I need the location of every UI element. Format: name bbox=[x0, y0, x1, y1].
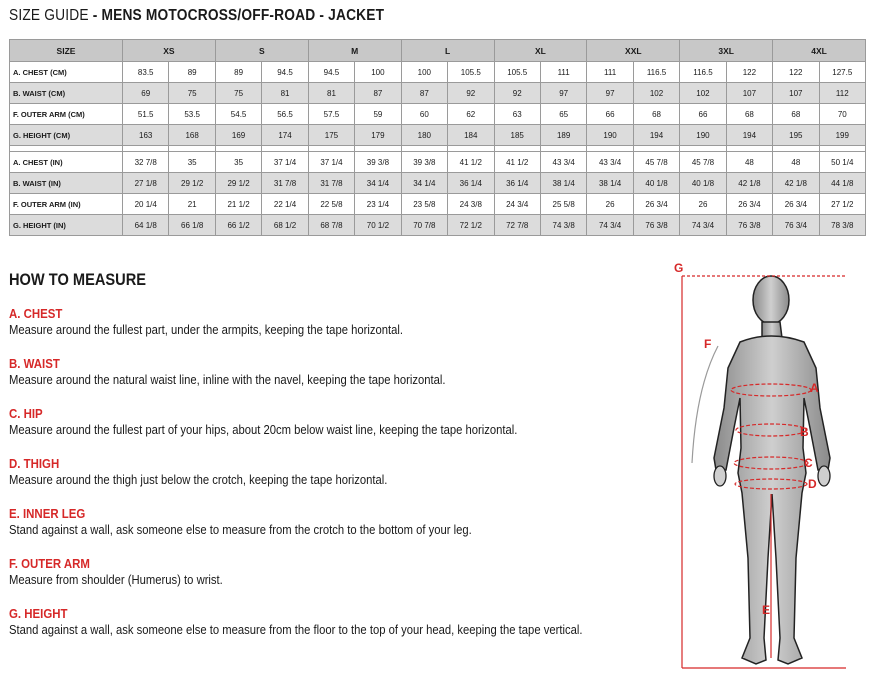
table-cell: 40 1/8 bbox=[680, 173, 726, 194]
table-cell: 43 3/4 bbox=[540, 152, 586, 173]
table-cell: 74 3/4 bbox=[680, 215, 726, 236]
table-cell: 100 bbox=[401, 62, 447, 83]
table-cell: 57.5 bbox=[308, 104, 354, 125]
title-bold: - MENS MOTOCROSS/OFF-ROAD - JACKET bbox=[92, 7, 385, 24]
table-row bbox=[10, 173, 866, 194]
body-measurement-figure bbox=[670, 258, 882, 688]
table-cell: 41 1/2 bbox=[494, 152, 540, 173]
table-cell: 43 3/4 bbox=[587, 152, 633, 173]
table-cell: 48 bbox=[773, 152, 819, 173]
table-cell: 54.5 bbox=[215, 104, 261, 125]
table-cell: 68 bbox=[633, 104, 679, 125]
measure-description: Stand against a wall, ask someone else to measure from the floor to the top of your head, keeping the tape vertical. bbox=[9, 623, 583, 637]
table-cell: 175 bbox=[308, 125, 354, 146]
table-cell: 116.5 bbox=[633, 62, 679, 83]
measure-description: Measure around the thigh just below the crotch, keeping the tape horizontal. bbox=[9, 473, 388, 487]
table-cell: 76 3/8 bbox=[726, 215, 772, 236]
table-cell: 105.5 bbox=[448, 62, 494, 83]
table-cell: 97 bbox=[540, 83, 586, 104]
table-cell: 56.5 bbox=[262, 104, 308, 125]
page-title bbox=[9, 7, 384, 25]
hand-right bbox=[818, 466, 830, 486]
table-cell: 68 1/2 bbox=[262, 215, 308, 236]
table-cell: 83.5 bbox=[123, 62, 169, 83]
row-label: B. WAIST (CM) bbox=[10, 83, 123, 104]
table-cell: 53.5 bbox=[169, 104, 215, 125]
measure-item bbox=[9, 606, 646, 638]
table-cell: 72 1/2 bbox=[448, 215, 494, 236]
table-cell: 75 bbox=[169, 83, 215, 104]
row-label: A. CHEST (CM) bbox=[10, 62, 123, 83]
table-cell: 66 bbox=[587, 104, 633, 125]
size-column-header: 4XL bbox=[773, 40, 866, 62]
table-cell: 190 bbox=[680, 125, 726, 146]
table-cell: 97 bbox=[587, 83, 633, 104]
table-cell: 36 1/4 bbox=[494, 173, 540, 194]
measure-title: A. CHEST bbox=[9, 306, 63, 321]
table-cell: 87 bbox=[401, 83, 447, 104]
table-cell: 92 bbox=[448, 83, 494, 104]
table-cell: 48 bbox=[726, 152, 772, 173]
table-cell: 74 3/4 bbox=[587, 215, 633, 236]
table-cell: 24 3/4 bbox=[494, 194, 540, 215]
table-cell: 65 bbox=[540, 104, 586, 125]
measure-item bbox=[9, 306, 447, 338]
size-column-header: XS bbox=[123, 40, 216, 62]
table-cell: 26 3/4 bbox=[773, 194, 819, 215]
table-cell: 39 3/8 bbox=[355, 152, 401, 173]
table-cell: 72 7/8 bbox=[494, 215, 540, 236]
measure-description: Measure around the fullest part, under the armpits, keeping the tape horizontal. bbox=[9, 323, 403, 337]
table-cell: 105.5 bbox=[494, 62, 540, 83]
measure-description: Measure around the fullest part of your hips, about 20cm below waist line, keeping the tape horizontal. bbox=[9, 423, 518, 437]
measure-title: B. WAIST bbox=[9, 356, 60, 371]
table-cell: 76 3/8 bbox=[633, 215, 679, 236]
table-cell: 70 bbox=[819, 104, 865, 125]
table-cell: 34 1/4 bbox=[355, 173, 401, 194]
table-cell: 107 bbox=[726, 83, 772, 104]
table-row bbox=[10, 215, 866, 236]
title-light: SIZE GUIDE bbox=[9, 7, 89, 24]
table-cell: 20 1/4 bbox=[123, 194, 169, 215]
table-cell: 102 bbox=[633, 83, 679, 104]
row-label: G. HEIGHT (CM) bbox=[10, 125, 123, 146]
table-cell: 37 1/4 bbox=[308, 152, 354, 173]
table-cell: 35 bbox=[169, 152, 215, 173]
table-cell: 127.5 bbox=[819, 62, 865, 83]
table-cell: 50 1/4 bbox=[819, 152, 865, 173]
table-cell: 23 1/4 bbox=[355, 194, 401, 215]
table-cell: 66 bbox=[680, 104, 726, 125]
table-cell: 78 3/8 bbox=[819, 215, 865, 236]
table-cell: 180 bbox=[401, 125, 447, 146]
measure-description: Measure from shoulder (Humerus) to wrist. bbox=[9, 573, 223, 587]
table-cell: 168 bbox=[169, 125, 215, 146]
table-cell: 40 1/8 bbox=[633, 173, 679, 194]
row-label: G. HEIGHT (IN) bbox=[10, 215, 123, 236]
measure-title: F. OUTER ARM bbox=[9, 556, 90, 571]
table-cell: 39 3/8 bbox=[401, 152, 447, 173]
table-cell: 42 1/8 bbox=[726, 173, 772, 194]
how-to-measure-heading: HOW TO MEASURE bbox=[9, 270, 147, 289]
table-cell: 68 bbox=[773, 104, 819, 125]
table-cell: 45 7/8 bbox=[633, 152, 679, 173]
row-label: A. CHEST (IN) bbox=[10, 152, 123, 173]
table-cell: 25 5/8 bbox=[540, 194, 586, 215]
label-b: B bbox=[800, 425, 809, 439]
table-cell: 64 1/8 bbox=[123, 215, 169, 236]
table-cell: 26 bbox=[680, 194, 726, 215]
size-column-header: S bbox=[215, 40, 308, 62]
table-cell: 41 1/2 bbox=[448, 152, 494, 173]
size-table bbox=[9, 39, 866, 236]
row-label: B. WAIST (IN) bbox=[10, 173, 123, 194]
table-cell: 24 3/8 bbox=[448, 194, 494, 215]
table-cell: 194 bbox=[726, 125, 772, 146]
table-cell: 59 bbox=[355, 104, 401, 125]
table-cell: 36 1/4 bbox=[448, 173, 494, 194]
table-cell: 116.5 bbox=[680, 62, 726, 83]
table-cell: 34 1/4 bbox=[401, 173, 447, 194]
table-cell: 74 3/8 bbox=[540, 215, 586, 236]
size-column-header: XXL bbox=[587, 40, 680, 62]
table-cell: 44 1/8 bbox=[819, 173, 865, 194]
measure-description: Stand against a wall, ask someone else to measure from the crotch to the bottom of your leg. bbox=[9, 523, 472, 537]
measure-item bbox=[9, 356, 494, 388]
table-cell: 69 bbox=[123, 83, 169, 104]
measure-item bbox=[9, 406, 574, 438]
measure-item bbox=[9, 506, 523, 538]
table-cell: 38 1/4 bbox=[540, 173, 586, 194]
table-cell: 37 1/4 bbox=[262, 152, 308, 173]
table-cell: 68 bbox=[726, 104, 772, 125]
table-cell: 122 bbox=[773, 62, 819, 83]
size-column-header: XL bbox=[494, 40, 587, 62]
table-cell: 76 3/4 bbox=[773, 215, 819, 236]
table-cell: 75 bbox=[215, 83, 261, 104]
table-cell: 21 1/2 bbox=[215, 194, 261, 215]
table-cell: 169 bbox=[215, 125, 261, 146]
table-cell: 107 bbox=[773, 83, 819, 104]
table-cell: 29 1/2 bbox=[215, 173, 261, 194]
table-cell: 102 bbox=[680, 83, 726, 104]
table-cell: 81 bbox=[262, 83, 308, 104]
table-cell: 189 bbox=[540, 125, 586, 146]
table-cell: 66 1/2 bbox=[215, 215, 261, 236]
table-cell: 22 1/4 bbox=[262, 194, 308, 215]
measure-title: D. THIGH bbox=[9, 456, 60, 471]
label-g: G bbox=[674, 261, 684, 275]
table-cell: 23 5/8 bbox=[401, 194, 447, 215]
size-header-cell: SIZE bbox=[10, 40, 123, 62]
label-a: A bbox=[810, 381, 819, 395]
table-cell: 190 bbox=[587, 125, 633, 146]
table-row bbox=[10, 83, 866, 104]
table-cell: 27 1/8 bbox=[123, 173, 169, 194]
table-cell: 26 3/4 bbox=[726, 194, 772, 215]
table-cell: 70 1/2 bbox=[355, 215, 401, 236]
row-label: F. OUTER ARM (IN) bbox=[10, 194, 123, 215]
table-cell: 29 1/2 bbox=[169, 173, 215, 194]
table-cell: 35 bbox=[215, 152, 261, 173]
table-cell: 112 bbox=[819, 83, 865, 104]
table-row bbox=[10, 152, 866, 173]
outer-arm-line bbox=[692, 346, 718, 463]
table-cell: 42 1/8 bbox=[773, 173, 819, 194]
table-cell: 92 bbox=[494, 83, 540, 104]
table-cell: 68 7/8 bbox=[308, 215, 354, 236]
size-header-row bbox=[10, 40, 866, 62]
table-cell: 26 bbox=[587, 194, 633, 215]
hand-left bbox=[714, 466, 726, 486]
size-column-header: 3XL bbox=[680, 40, 773, 62]
table-cell: 21 bbox=[169, 194, 215, 215]
table-cell: 31 7/8 bbox=[308, 173, 354, 194]
table-cell: 89 bbox=[169, 62, 215, 83]
measure-item bbox=[9, 556, 247, 588]
table-cell: 62 bbox=[448, 104, 494, 125]
table-cell: 81 bbox=[308, 83, 354, 104]
body-silhouette bbox=[714, 276, 830, 664]
table-cell: 111 bbox=[587, 62, 633, 83]
table-cell: 32 7/8 bbox=[123, 152, 169, 173]
table-cell: 194 bbox=[633, 125, 679, 146]
table-cell: 26 3/4 bbox=[633, 194, 679, 215]
table-row bbox=[10, 125, 866, 146]
table-cell: 45 7/8 bbox=[680, 152, 726, 173]
table-cell: 22 5/8 bbox=[308, 194, 354, 215]
table-cell: 195 bbox=[773, 125, 819, 146]
table-cell: 70 7/8 bbox=[401, 215, 447, 236]
label-c: C bbox=[804, 456, 813, 470]
size-column-header: L bbox=[401, 40, 494, 62]
measure-item bbox=[9, 456, 429, 488]
table-cell: 111 bbox=[540, 62, 586, 83]
table-row bbox=[10, 194, 866, 215]
measure-title: C. HIP bbox=[9, 406, 43, 421]
table-cell: 63 bbox=[494, 104, 540, 125]
label-e: E bbox=[762, 603, 771, 617]
size-column-header: M bbox=[308, 40, 401, 62]
table-row bbox=[10, 62, 866, 83]
table-cell: 27 1/2 bbox=[819, 194, 865, 215]
table-cell: 66 1/8 bbox=[169, 215, 215, 236]
table-cell: 174 bbox=[262, 125, 308, 146]
table-cell: 31 7/8 bbox=[262, 173, 308, 194]
table-cell: 179 bbox=[355, 125, 401, 146]
table-cell: 163 bbox=[123, 125, 169, 146]
table-cell: 184 bbox=[448, 125, 494, 146]
table-cell: 94.5 bbox=[308, 62, 354, 83]
table-cell: 94.5 bbox=[262, 62, 308, 83]
table-cell: 100 bbox=[355, 62, 401, 83]
table-cell: 122 bbox=[726, 62, 772, 83]
table-cell: 185 bbox=[494, 125, 540, 146]
table-row bbox=[10, 104, 866, 125]
table-cell: 87 bbox=[355, 83, 401, 104]
table-cell: 51.5 bbox=[123, 104, 169, 125]
table-cell: 60 bbox=[401, 104, 447, 125]
measure-title: G. HEIGHT bbox=[9, 606, 68, 621]
label-d: D bbox=[808, 477, 817, 491]
table-cell: 199 bbox=[819, 125, 865, 146]
measure-title: E. INNER LEG bbox=[9, 506, 86, 521]
table-cell: 38 1/4 bbox=[587, 173, 633, 194]
row-label: F. OUTER ARM (CM) bbox=[10, 104, 123, 125]
table-cell: 89 bbox=[215, 62, 261, 83]
label-f: F bbox=[704, 337, 712, 351]
measure-description: Measure around the natural waist line, inline with the navel, keeping the tape horizontal. bbox=[9, 373, 446, 387]
